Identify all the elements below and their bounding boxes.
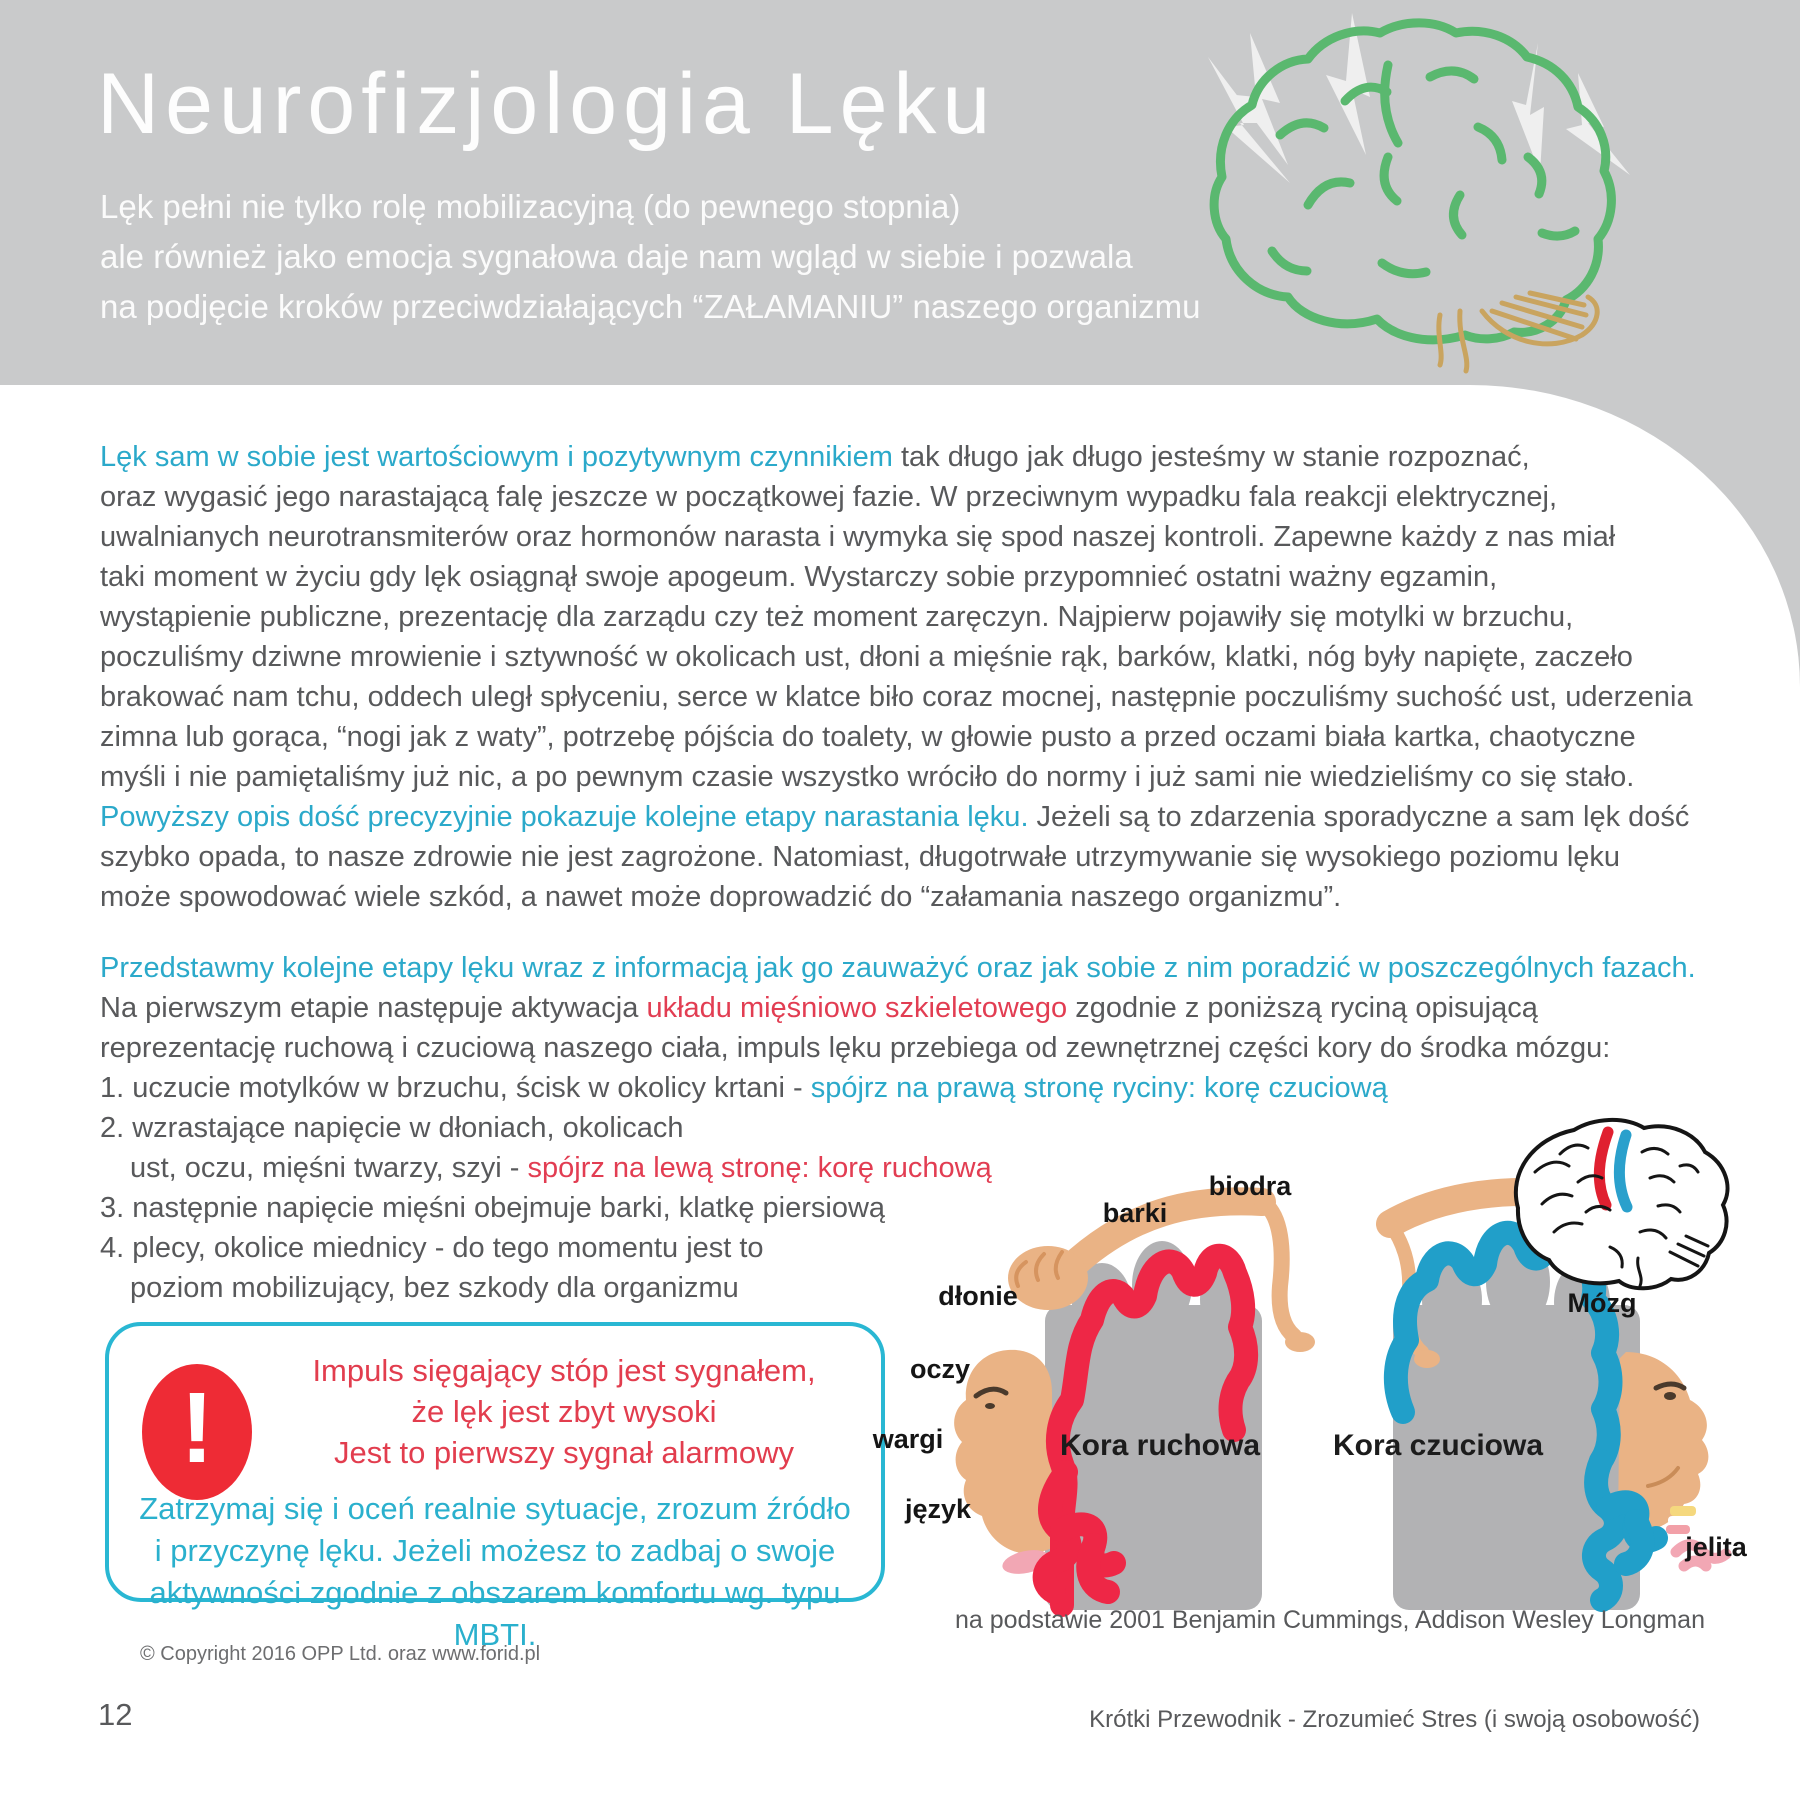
left-face-profile: [954, 1350, 1052, 1578]
page-subtitle: [100, 182, 1200, 332]
text-line: szybko opada, to nasze zdrowie nie jest zagrożone. Natomiast, długotrwałe utrzymywanie się wysokiego poziomu lęku: [100, 841, 1621, 873]
text-line: uwalnianych neurotransmiterów oraz hormonów narasta i wymyka się spod naszej kontroli. Zapewne każdy z nas miał: [100, 521, 1616, 553]
text-line: [100, 437, 1693, 477]
label-jezyk: język: [904, 1494, 972, 1524]
highlight-red: spójrz na lewą stronę: korę ruchową: [527, 1152, 992, 1184]
text-run: tak długo jak długo jesteśmy w stanie rozpoznać,: [892, 441, 1530, 473]
text-run: ust, oczu, mięśni twarzy, szyi -: [130, 1152, 528, 1184]
label-biodra: biodra: [1208, 1171, 1292, 1201]
sensory-cortex-label: Kora czuciowa: [1332, 1429, 1544, 1462]
text-run: zgodnie z poniższą ryciną opisującą: [1067, 992, 1538, 1024]
diagram-caption: na podstawie 2001 Benjamin Cummings, Addison Wesley Longman: [955, 1606, 1705, 1634]
label-oczy: oczy: [909, 1354, 971, 1384]
subtitle-line-1: Lęk pełni nie tylko rolę mobilizacyjną (do pewnego stopnia): [100, 188, 961, 225]
text-line: reprezentację ruchową i czuciową naszego ciała, impuls lęku przebiega od zewnętrznej części kory do środka mózgu:: [100, 1032, 1611, 1064]
alert-red-line: że lęk jest zbyt wysoki: [411, 1394, 717, 1429]
text-line: poczuliśmy dziwne mrowienie i sztywność w okolicach ust, dłoni a mięśnie rąk, barków, klatki, nóg były napięte, zaczeło: [100, 641, 1633, 673]
alert-red-line: Impuls sięgający stóp jest sygnałem,: [312, 1353, 816, 1388]
highlight-red: układu mięśniowo szkieletowego: [646, 992, 1068, 1024]
label-wargi: wargi: [872, 1424, 944, 1454]
label-mozg: Mózg: [1567, 1288, 1637, 1318]
page-number: 12: [98, 1697, 133, 1732]
label-barki: barki: [1102, 1198, 1168, 1228]
text-line: wystąpienie publiczne, prezentację dla zarządu czy też moment zaręczyn. Najpierw pojawiły się motylki w brzuchu,: [100, 601, 1574, 633]
intro-paragraph: [100, 437, 1693, 917]
alert-red-line: Jest to pierwszy sygnał alarmowy: [334, 1435, 794, 1470]
text-line: [100, 797, 1693, 837]
text-line: może spowodować wiele szkód, a nawet może doprowadzić do “załamania naszego organizmu”.: [100, 881, 1342, 913]
subtitle-line-2: ale również jako emocja sygnałowa daje nam wgląd w siebie i pozwala: [100, 238, 1133, 275]
lightning-bolts-icon: [1208, 13, 1630, 183]
text-run: 1. uczucie motylków w brzuchu, ścisk w okolicy krtani -: [100, 1072, 811, 1104]
list-item-4: 4. plecy, okolice miednicy - do tego momentu jest to: [100, 1232, 764, 1264]
label-dlonie: dłonie: [938, 1281, 1018, 1311]
alert-teal-line: aktywności zgodnie z obszarem komfortu wg. typu MBTI.: [149, 1575, 841, 1652]
text-line: myśli i nie pamiętaliśmy już nic, a po pewnym czasie wszystko wróciło do normy i już sami nie wiedzieliśmy co się stało.: [100, 761, 1635, 793]
list-item-2: 2. wzrastające napięcie w dłoniach, okolicach: [100, 1112, 684, 1144]
text-line: brakować nam tchu, oddech uległ spłyceniu, serce w klatce biło coraz mocnej, następnie poczuliśmy suchość ust, uderzenia: [100, 681, 1693, 713]
text-line: taki moment w życiu gdy lęk osiągnął swoje apogeum. Wystarczy sobie przypomnieć ostatni ważny egzamin,: [100, 561, 1498, 593]
exclamation-icon: !: [142, 1364, 252, 1500]
alert-box: [105, 1322, 885, 1652]
highlight-teal: Lęk sam w sobie jest wartościowym i pozytywnym czynnikiem: [100, 441, 893, 473]
motor-cortex-label: Kora ruchowa: [1059, 1429, 1261, 1462]
label-jelita: jelita: [1685, 1532, 1747, 1562]
text-line: zimna lub gorąca, “nogi jak z waty”, potrzebę pójścia do toalety, w głowie pusto a przed oczami biała kartka, chaotyczne: [100, 721, 1636, 753]
highlight-teal: spójrz na prawą stronę ryciny: korę czuciową: [810, 1072, 1388, 1104]
list-item-4-cont: poziom mobilizujący, bez szkody dla organizmu: [130, 1272, 739, 1304]
cortex-homunculus-diagram: [830, 1100, 1790, 1620]
subtitle-line-3: na podjęcie kroków przeciwdziałających “ZAŁAMANIU” naszego organizmu: [100, 288, 1201, 325]
brain-lightning-icon: [1130, 5, 1670, 375]
alert-teal-text: [119, 1488, 871, 1656]
alert-teal-line: i przyczynę lęku. Jeżeli możesz to zadbaj o swoje: [154, 1533, 836, 1568]
highlight-teal: Powyższy opis dość precyzyjnie pokazuje kolejne etapy narastania lęku.: [100, 801, 1029, 833]
brain-outline-icon: [1214, 23, 1611, 340]
text-line: oraz wygasić jego narastającą falę jeszcze w początkowej fazie. W przeciwnym wypadku fala reakcji elektrycznej,: [100, 481, 1558, 513]
alert-red-text: [269, 1350, 859, 1473]
booklet-title: Krótki Przewodnik - Zrozumieć Stres (i swoją osobowość): [1089, 1706, 1700, 1733]
text-run: Jeżeli są to zdarzenia sporadyczne a sam lęk dość: [1028, 801, 1690, 833]
copyright-note: © Copyright 2016 OPP Ltd. oraz www.forid.pl: [140, 1643, 541, 1665]
text-line: [100, 988, 1696, 1028]
list-item-3: 3. następnie napięcie mięśni obejmuje barki, klatkę piersiową: [100, 1192, 886, 1224]
text-run: Na pierwszym etapie następuje aktywacja: [100, 992, 647, 1024]
alert-teal-line: Zatrzymaj się i oceń realnie sytuacje, zrozum źródło: [139, 1491, 851, 1526]
text-line: Przedstawmy kolejne etapy lęku wraz z informacją jak go zauważyć oraz jak sobie z nim poradzić w poszczególnych fazach.: [100, 952, 1696, 984]
page-title: Neurofizjologia Lęku: [97, 56, 997, 152]
